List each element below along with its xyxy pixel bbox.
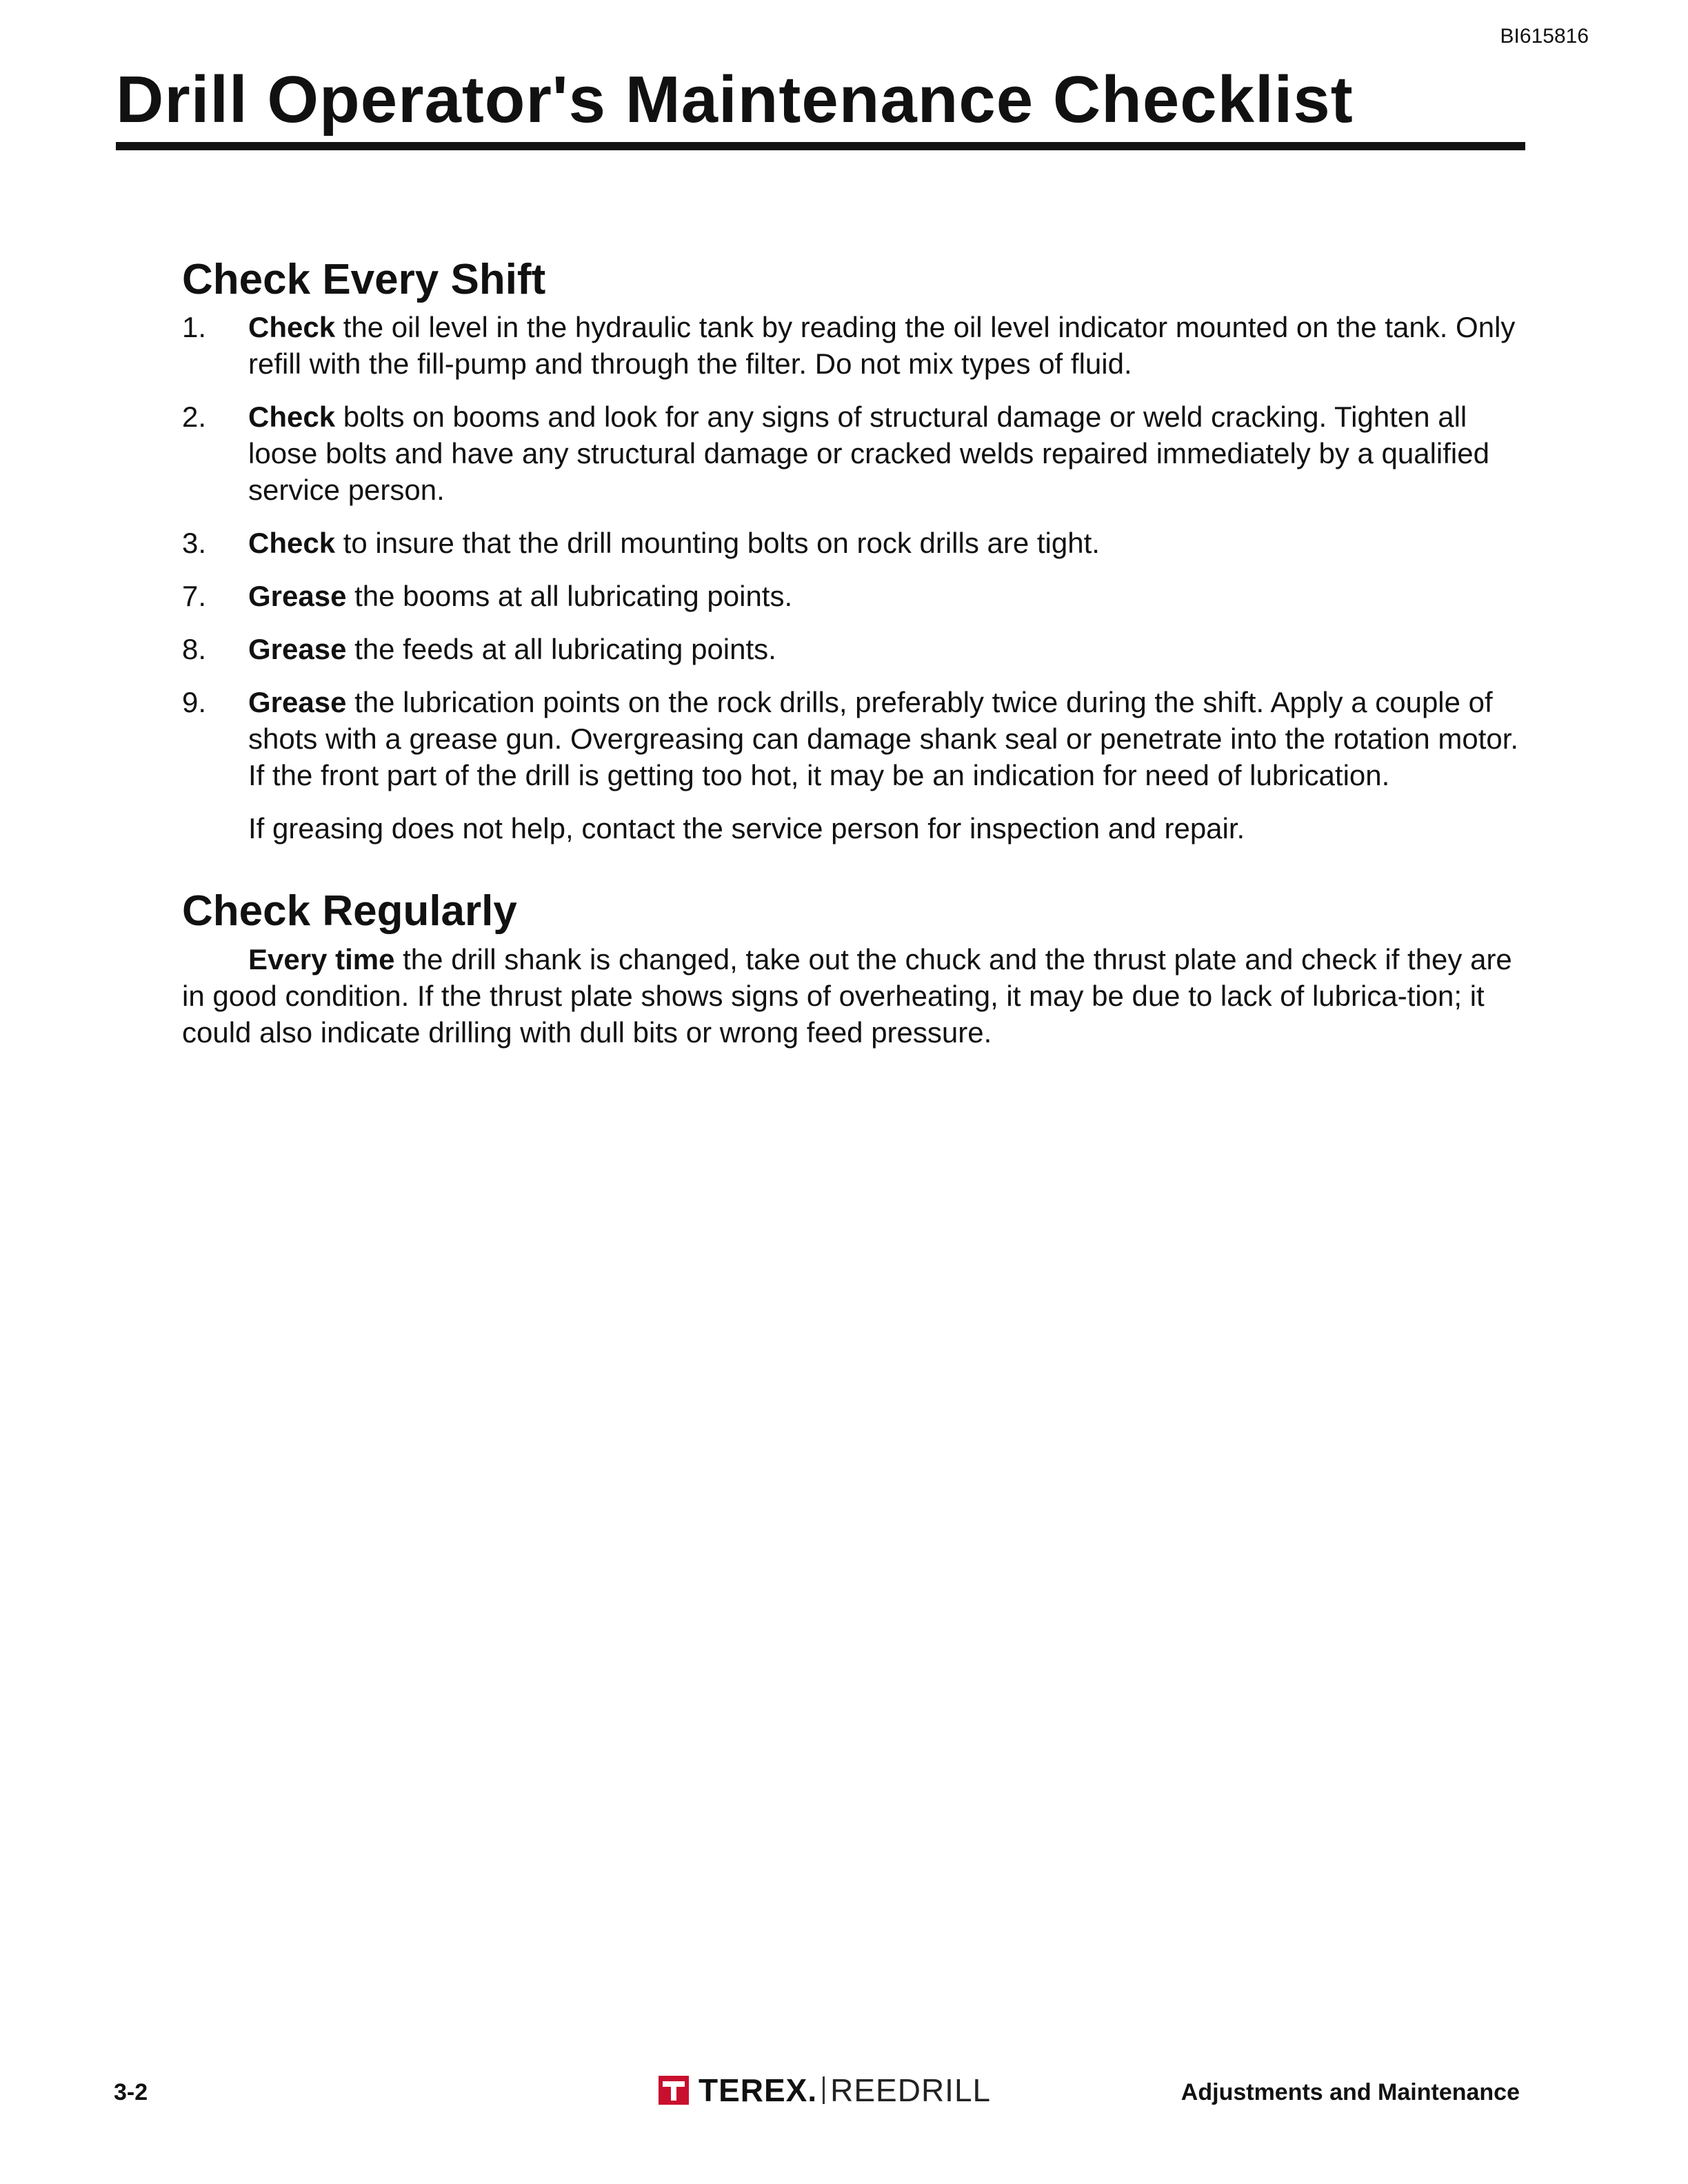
footer-section-title: Adjustments and Maintenance: [1180, 2079, 1520, 2105]
item-text: [248, 525, 1527, 561]
item-body: the feeds at all lubricating points.: [346, 633, 776, 665]
item-verb: Grease: [248, 633, 347, 665]
logo-divider: [823, 2076, 825, 2104]
list-item: [182, 578, 1527, 614]
list-item: [182, 684, 1527, 847]
logo-reedrill-text: REEDRILL: [830, 2072, 992, 2108]
item-number: 7.: [182, 580, 207, 612]
logo-terex-text: TEREX.: [699, 2072, 818, 2108]
item-number: 9.: [182, 686, 207, 718]
title-rule: [116, 142, 1525, 150]
item-body: bolts on booms and look for any signs of structural damage or weld cracking. Tighten all loose bolts and have any structural damage or cracked welds repaired immediately by a qualified service person.: [248, 401, 1489, 506]
doc-id: BI615816: [1500, 25, 1589, 48]
regularly-heading: Check Regularly: [182, 887, 517, 935]
item-text: [248, 684, 1527, 793]
item-body: the booms at all lubricating points.: [346, 580, 793, 612]
regularly-text: the drill shank is changed, take out the chuck and the thrust plate and check if they are in good condition. If the thrust plate shows signs of overheating, it may be due to lack of lubrica-tion; it could also indicate drilling with dull bits or wrong feed pressure.: [182, 943, 1512, 1049]
item-text: [248, 578, 1527, 614]
item-number: 3.: [182, 527, 207, 559]
item-number: 8.: [182, 633, 207, 665]
footer-logo: [659, 2072, 991, 2109]
item-text: [248, 309, 1527, 382]
every-shift-checklist: [182, 309, 1527, 863]
item-verb: Check: [248, 527, 336, 559]
item-text: [248, 398, 1527, 508]
item-number: 2.: [182, 401, 207, 433]
item-verb: Grease: [248, 686, 347, 718]
item-verb: Check: [248, 311, 336, 343]
list-item: [182, 309, 1527, 382]
item-body: the oil level in the hydraulic tank by reading the oil level indicator mounted on the tank. Only refill with the fill-pump and through the filter. Do not mix types of fluid.: [248, 311, 1516, 380]
item-verb: Check: [248, 401, 336, 433]
every-shift-heading: Check Every Shift: [182, 256, 546, 303]
regularly-paragraph: [182, 941, 1527, 1051]
item-body: to insure that the drill mounting bolts on rock drills are tight.: [335, 527, 1100, 559]
footer-page-number: 3-2: [114, 2079, 148, 2105]
page-title: Drill Operator's Maintenance Checklist: [116, 63, 1354, 136]
item-note: If greasing does not help, contact the service person for inspection and repair.: [248, 812, 1245, 845]
regularly-lead: Every time: [248, 943, 395, 975]
list-item: [182, 525, 1527, 561]
item-body: the lubrication points on the rock drills, preferably twice during the shift. Apply a couple of shots with a grease gun. Overgreasing can damage shank seal or penetrate into the rotation motor. If the front part of the drill is getting too hot, it may be an indication for need of lubrication.: [248, 686, 1519, 791]
list-item: [182, 631, 1527, 667]
list-item: [182, 398, 1527, 508]
item-number: 1.: [182, 311, 207, 343]
item-text: [248, 631, 1527, 667]
terex-logo-icon: [659, 2076, 689, 2105]
item-verb: Grease: [248, 580, 347, 612]
